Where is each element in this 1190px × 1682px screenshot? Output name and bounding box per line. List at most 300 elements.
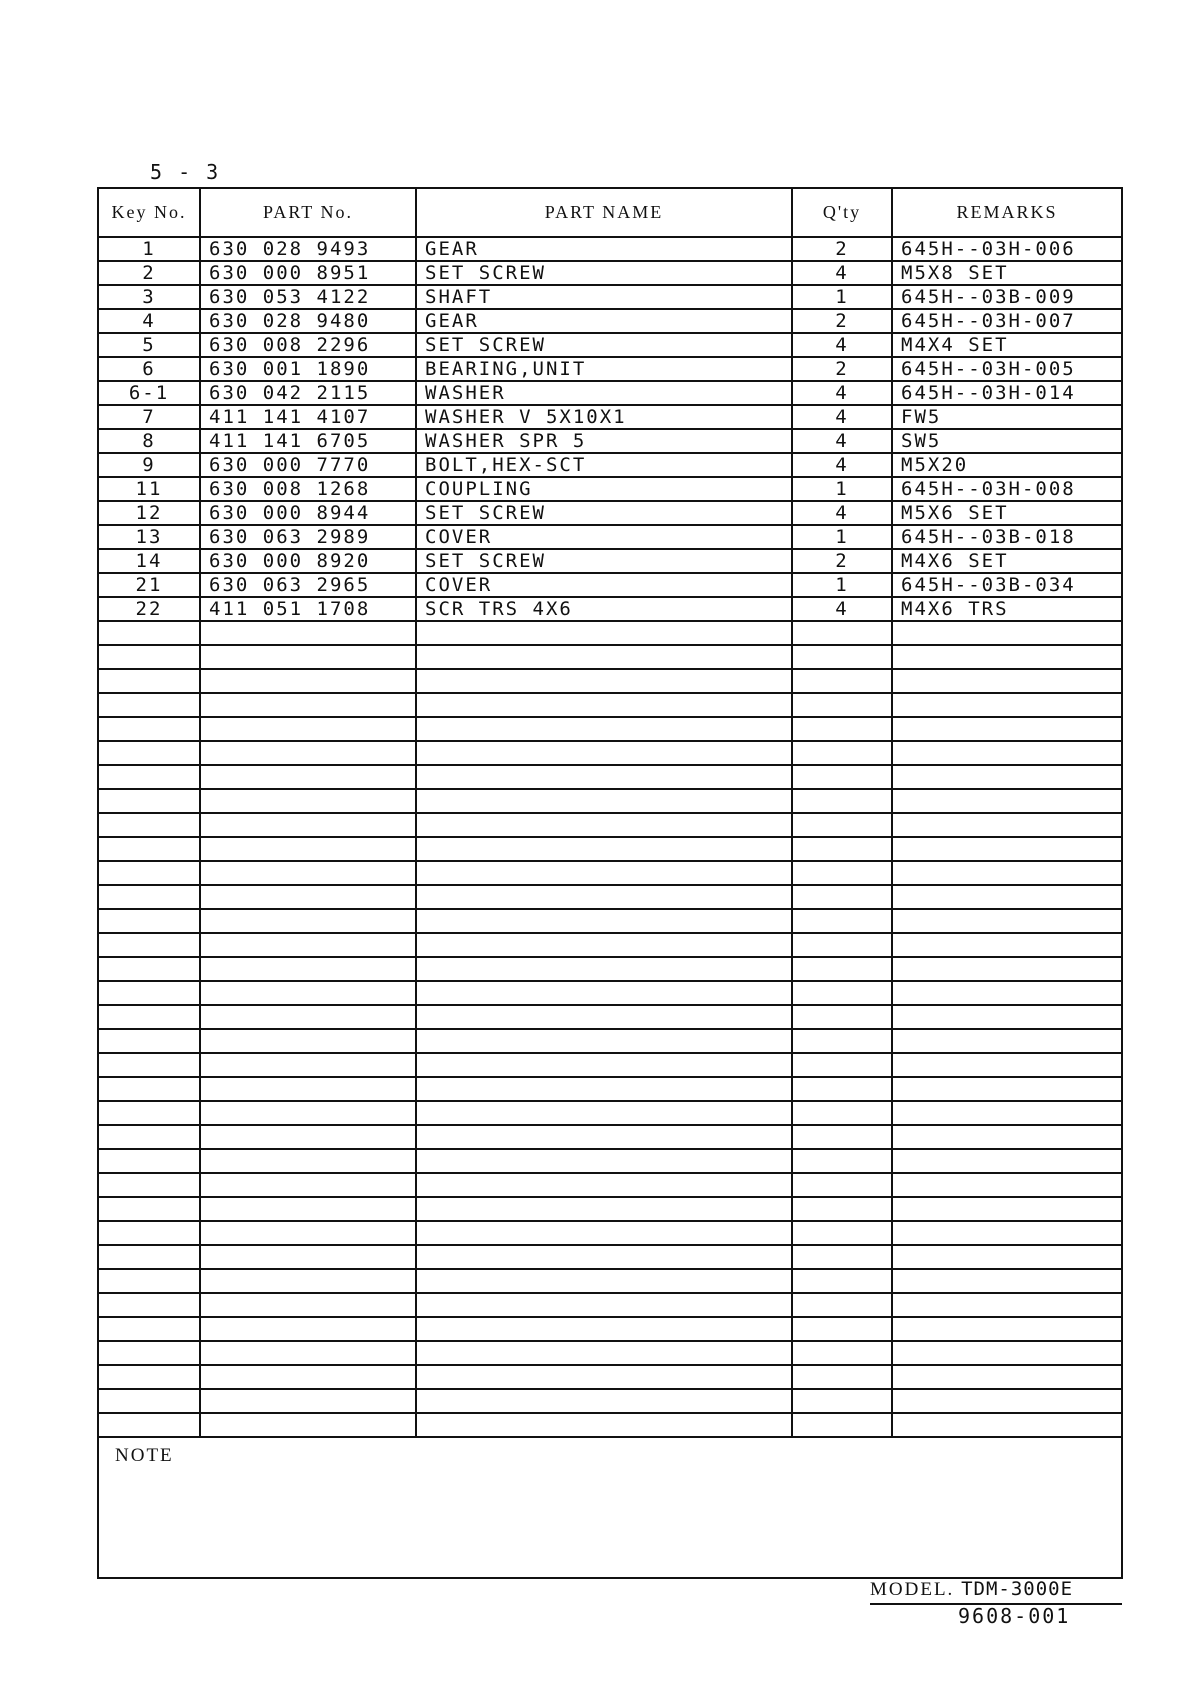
parts-table: [99, 189, 1121, 1438]
table-row: [99, 357, 1121, 381]
cell-remarks: 645H--03B-034: [892, 573, 1121, 597]
cell-part-no-empty: [200, 621, 416, 645]
table-row: [99, 309, 1121, 333]
cell-qty-empty: [792, 957, 892, 981]
blank-table-row: [99, 1341, 1121, 1365]
cell-key-no: 13: [99, 525, 200, 549]
cell-remarks-empty: [892, 645, 1121, 669]
cell-qty: 4: [792, 381, 892, 405]
cell-qty-empty: [792, 813, 892, 837]
cell-key-no-empty: [99, 909, 200, 933]
cell-qty: 1: [792, 285, 892, 309]
cell-part-no-empty: [200, 1293, 416, 1317]
cell-key-no-empty: [99, 669, 200, 693]
cell-key-no-empty: [99, 717, 200, 741]
cell-part-name: SET SCREW: [416, 333, 792, 357]
cell-part-name-empty: [416, 981, 792, 1005]
cell-key-no: 11: [99, 477, 200, 501]
cell-part-name: SET SCREW: [416, 501, 792, 525]
cell-remarks-empty: [892, 693, 1121, 717]
blank-table-row: [99, 1149, 1121, 1173]
blank-table-row: [99, 717, 1121, 741]
cell-key-no-empty: [99, 1053, 200, 1077]
cell-part-name-empty: [416, 1221, 792, 1245]
cell-part-name-empty: [416, 1149, 792, 1173]
cell-part-no-empty: [200, 1101, 416, 1125]
cell-remarks-empty: [892, 765, 1121, 789]
cell-part-no: 630 000 8920: [200, 549, 416, 573]
cell-part-name: WASHER SPR 5: [416, 429, 792, 453]
cell-key-no: 5: [99, 333, 200, 357]
cell-part-no-empty: [200, 1005, 416, 1029]
cell-key-no-empty: [99, 1077, 200, 1101]
table-row: [99, 285, 1121, 309]
blank-table-row: [99, 1221, 1121, 1245]
cell-part-no-empty: [200, 1029, 416, 1053]
cell-part-no-empty: [200, 1341, 416, 1365]
cell-part-no-empty: [200, 837, 416, 861]
blank-table-row: [99, 1101, 1121, 1125]
cell-part-no: 630 063 2965: [200, 573, 416, 597]
cell-remarks-empty: [892, 1005, 1121, 1029]
cell-part-name: SET SCREW: [416, 549, 792, 573]
parts-list-sheet: [97, 187, 1123, 1579]
cell-remarks-empty: [892, 669, 1121, 693]
cell-key-no-empty: [99, 741, 200, 765]
table-row: [99, 405, 1121, 429]
blank-table-row: [99, 933, 1121, 957]
blank-table-row: [99, 837, 1121, 861]
cell-remarks-empty: [892, 1293, 1121, 1317]
cell-remarks: M4X6 SET: [892, 549, 1121, 573]
cell-part-no: 630 028 9493: [200, 237, 416, 261]
cell-part-no-empty: [200, 813, 416, 837]
cell-qty: 2: [792, 237, 892, 261]
cell-part-no-empty: [200, 669, 416, 693]
blank-table-row: [99, 1053, 1121, 1077]
cell-part-name-empty: [416, 1245, 792, 1269]
table-row: [99, 549, 1121, 573]
note-label: NOTE: [115, 1445, 174, 1466]
cell-key-no: 7: [99, 405, 200, 429]
cell-remarks-empty: [892, 1029, 1121, 1053]
cell-part-name-empty: [416, 837, 792, 861]
cell-part-no: 630 001 1890: [200, 357, 416, 381]
cell-remarks-empty: [892, 1245, 1121, 1269]
cell-qty: 1: [792, 525, 892, 549]
cell-key-no: 9: [99, 453, 200, 477]
cell-part-no-empty: [200, 957, 416, 981]
cell-qty-empty: [792, 1365, 892, 1389]
cell-part-name-empty: [416, 1293, 792, 1317]
cell-qty-empty: [792, 837, 892, 861]
cell-part-name: SHAFT: [416, 285, 792, 309]
cell-part-name-empty: [416, 765, 792, 789]
cell-remarks-empty: [892, 789, 1121, 813]
blank-table-row: [99, 693, 1121, 717]
blank-table-row: [99, 789, 1121, 813]
cell-qty-empty: [792, 1293, 892, 1317]
cell-key-no-empty: [99, 813, 200, 837]
cell-key-no-empty: [99, 1269, 200, 1293]
cell-key-no-empty: [99, 933, 200, 957]
blank-table-row: [99, 1317, 1121, 1341]
cell-key-no-empty: [99, 789, 200, 813]
cell-remarks-empty: [892, 957, 1121, 981]
cell-part-name: BOLT,HEX-SCT: [416, 453, 792, 477]
cell-remarks-empty: [892, 1077, 1121, 1101]
cell-part-no: 630 028 9480: [200, 309, 416, 333]
cell-key-no-empty: [99, 957, 200, 981]
cell-key-no: 22: [99, 597, 200, 621]
header-remarks: REMARKS: [892, 189, 1121, 237]
cell-key-no-empty: [99, 1173, 200, 1197]
cell-part-no-empty: [200, 789, 416, 813]
cell-remarks: 645H--03B-009: [892, 285, 1121, 309]
cell-remarks-empty: [892, 1101, 1121, 1125]
cell-key-no-empty: [99, 1029, 200, 1053]
cell-qty-empty: [792, 1101, 892, 1125]
cell-qty-empty: [792, 1221, 892, 1245]
model-label: MODEL.: [870, 1579, 955, 1600]
cell-remarks: M5X8 SET: [892, 261, 1121, 285]
cell-qty: 1: [792, 477, 892, 501]
blank-table-row: [99, 981, 1121, 1005]
blank-table-row: [99, 1245, 1121, 1269]
blank-table-row: [99, 1173, 1121, 1197]
cell-key-no: 3: [99, 285, 200, 309]
cell-qty-empty: [792, 645, 892, 669]
cell-part-name-empty: [416, 621, 792, 645]
cell-part-no-empty: [200, 885, 416, 909]
table-row: [99, 261, 1121, 285]
table-row: [99, 453, 1121, 477]
cell-qty: 1: [792, 573, 892, 597]
cell-qty: 2: [792, 549, 892, 573]
cell-qty-empty: [792, 1317, 892, 1341]
cell-part-name: COVER: [416, 573, 792, 597]
blank-table-row: [99, 741, 1121, 765]
blank-table-row: [99, 1269, 1121, 1293]
cell-part-no-empty: [200, 1365, 416, 1389]
blank-table-row: [99, 1365, 1121, 1389]
cell-qty-empty: [792, 1029, 892, 1053]
cell-qty-empty: [792, 1053, 892, 1077]
cell-part-name-empty: [416, 1365, 792, 1389]
cell-qty-empty: [792, 717, 892, 741]
cell-part-name: SCR TRS 4X6: [416, 597, 792, 621]
cell-qty: 4: [792, 261, 892, 285]
cell-part-name-empty: [416, 789, 792, 813]
cell-remarks-empty: [892, 813, 1121, 837]
cell-part-name-empty: [416, 1341, 792, 1365]
cell-part-name-empty: [416, 1173, 792, 1197]
cell-qty: 4: [792, 453, 892, 477]
cell-key-no-empty: [99, 1221, 200, 1245]
cell-remarks-empty: [892, 1269, 1121, 1293]
cell-part-no-empty: [200, 765, 416, 789]
cell-remarks-empty: [892, 1221, 1121, 1245]
parts-table-body: [99, 237, 1121, 1437]
cell-remarks-empty: [892, 1389, 1121, 1413]
cell-part-name-empty: [416, 1197, 792, 1221]
cell-remarks: M5X6 SET: [892, 501, 1121, 525]
page-number-label: 5 - 3: [150, 160, 221, 184]
cell-key-no-empty: [99, 981, 200, 1005]
cell-part-name-empty: [416, 741, 792, 765]
cell-part-name: BEARING,UNIT: [416, 357, 792, 381]
cell-qty: 2: [792, 309, 892, 333]
cell-qty-empty: [792, 693, 892, 717]
blank-table-row: [99, 1389, 1121, 1413]
cell-qty-empty: [792, 789, 892, 813]
cell-qty-empty: [792, 1245, 892, 1269]
model-line: [870, 1578, 1122, 1605]
cell-part-name: GEAR: [416, 309, 792, 333]
cell-part-name: COUPLING: [416, 477, 792, 501]
cell-qty-empty: [792, 741, 892, 765]
cell-qty-empty: [792, 1173, 892, 1197]
cell-qty-empty: [792, 1269, 892, 1293]
cell-key-no: 8: [99, 429, 200, 453]
cell-part-no: 630 008 1268: [200, 477, 416, 501]
cell-part-no: 411 141 6705: [200, 429, 416, 453]
model-value: TDM-3000E: [961, 1578, 1074, 1600]
cell-part-name-empty: [416, 1005, 792, 1029]
cell-part-no-empty: [200, 981, 416, 1005]
cell-key-no-empty: [99, 1293, 200, 1317]
blank-table-row: [99, 813, 1121, 837]
cell-part-no-empty: [200, 1197, 416, 1221]
cell-part-no-empty: [200, 1077, 416, 1101]
table-row: [99, 237, 1121, 261]
blank-table-row: [99, 621, 1121, 645]
cell-key-no: 1: [99, 237, 200, 261]
blank-table-row: [99, 765, 1121, 789]
table-row: [99, 477, 1121, 501]
header-part-name: PART NAME: [416, 189, 792, 237]
cell-part-no-empty: [200, 1173, 416, 1197]
cell-part-name-empty: [416, 1077, 792, 1101]
cell-key-no: 21: [99, 573, 200, 597]
cell-key-no-empty: [99, 1389, 200, 1413]
cell-part-no-empty: [200, 741, 416, 765]
cell-qty: 4: [792, 405, 892, 429]
cell-part-no-empty: [200, 909, 416, 933]
header-key-no: Key No.: [99, 189, 200, 237]
cell-remarks: SW5: [892, 429, 1121, 453]
cell-remarks-empty: [892, 1341, 1121, 1365]
cell-part-name-empty: [416, 645, 792, 669]
cell-part-name: WASHER: [416, 381, 792, 405]
cell-part-no-empty: [200, 645, 416, 669]
cell-remarks-empty: [892, 885, 1121, 909]
cell-part-name-empty: [416, 885, 792, 909]
cell-key-no: 14: [99, 549, 200, 573]
cell-qty: 4: [792, 501, 892, 525]
cell-remarks-empty: [892, 909, 1121, 933]
table-row: [99, 381, 1121, 405]
cell-qty-empty: [792, 909, 892, 933]
cell-part-no-empty: [200, 933, 416, 957]
cell-key-no-empty: [99, 1197, 200, 1221]
blank-table-row: [99, 1293, 1121, 1317]
cell-remarks-empty: [892, 981, 1121, 1005]
cell-part-name-empty: [416, 669, 792, 693]
cell-key-no-empty: [99, 1101, 200, 1125]
cell-qty-empty: [792, 861, 892, 885]
note-section: [99, 1433, 1121, 1577]
cell-qty-empty: [792, 1197, 892, 1221]
cell-remarks-empty: [892, 837, 1121, 861]
table-row: [99, 525, 1121, 549]
cell-remarks-empty: [892, 1053, 1121, 1077]
document-code: 9608-001: [958, 1604, 1071, 1628]
cell-key-no-empty: [99, 885, 200, 909]
cell-key-no: 6-1: [99, 381, 200, 405]
cell-remarks-empty: [892, 1149, 1121, 1173]
cell-remarks-empty: [892, 717, 1121, 741]
table-row: [99, 597, 1121, 621]
cell-key-no: 4: [99, 309, 200, 333]
cell-remarks: 645H--03H-005: [892, 357, 1121, 381]
cell-qty-empty: [792, 621, 892, 645]
cell-remarks: 645H--03H-014: [892, 381, 1121, 405]
cell-part-name: SET SCREW: [416, 261, 792, 285]
header-part-no: PART No.: [200, 189, 416, 237]
cell-part-name-empty: [416, 1125, 792, 1149]
cell-remarks-empty: [892, 861, 1121, 885]
cell-key-no: 2: [99, 261, 200, 285]
blank-table-row: [99, 909, 1121, 933]
cell-qty-empty: [792, 1005, 892, 1029]
blank-table-row: [99, 669, 1121, 693]
cell-remarks-empty: [892, 1365, 1121, 1389]
cell-part-no-empty: [200, 861, 416, 885]
cell-qty: 4: [792, 333, 892, 357]
cell-remarks: M4X4 SET: [892, 333, 1121, 357]
cell-part-no-empty: [200, 1389, 416, 1413]
cell-key-no-empty: [99, 837, 200, 861]
blank-table-row: [99, 1005, 1121, 1029]
cell-key-no-empty: [99, 1317, 200, 1341]
cell-part-no: 630 042 2115: [200, 381, 416, 405]
cell-part-no-empty: [200, 1245, 416, 1269]
blank-table-row: [99, 1077, 1121, 1101]
cell-key-no-empty: [99, 861, 200, 885]
cell-part-no-empty: [200, 1317, 416, 1341]
cell-key-no: 6: [99, 357, 200, 381]
blank-table-row: [99, 885, 1121, 909]
cell-remarks-empty: [892, 1125, 1121, 1149]
cell-part-no-empty: [200, 1125, 416, 1149]
cell-remarks: FW5: [892, 405, 1121, 429]
cell-part-name: COVER: [416, 525, 792, 549]
cell-part-name-empty: [416, 1101, 792, 1125]
cell-part-no-empty: [200, 693, 416, 717]
table-row: [99, 573, 1121, 597]
cell-key-no-empty: [99, 1125, 200, 1149]
cell-part-name: GEAR: [416, 237, 792, 261]
cell-part-no-empty: [200, 1149, 416, 1173]
cell-qty: 4: [792, 597, 892, 621]
cell-key-no-empty: [99, 765, 200, 789]
cell-part-no: 411 051 1708: [200, 597, 416, 621]
cell-part-no: 630 053 4122: [200, 285, 416, 309]
cell-key-no-empty: [99, 1005, 200, 1029]
cell-remarks-empty: [892, 621, 1121, 645]
cell-key-no-empty: [99, 693, 200, 717]
header-qty: Q'ty: [792, 189, 892, 237]
blank-table-row: [99, 645, 1121, 669]
cell-part-no: 630 000 8944: [200, 501, 416, 525]
cell-part-name-empty: [416, 861, 792, 885]
cell-part-no: 411 141 4107: [200, 405, 416, 429]
cell-part-no-empty: [200, 1053, 416, 1077]
cell-qty-empty: [792, 765, 892, 789]
cell-part-name-empty: [416, 933, 792, 957]
cell-part-no: 630 000 7770: [200, 453, 416, 477]
cell-qty-empty: [792, 669, 892, 693]
cell-qty-empty: [792, 885, 892, 909]
blank-table-row: [99, 957, 1121, 981]
blank-table-row: [99, 1125, 1121, 1149]
cell-key-no-empty: [99, 1245, 200, 1269]
cell-qty-empty: [792, 981, 892, 1005]
cell-remarks: 645H--03H-006: [892, 237, 1121, 261]
cell-part-name-empty: [416, 693, 792, 717]
cell-part-name-empty: [416, 957, 792, 981]
table-row: [99, 501, 1121, 525]
cell-qty: 2: [792, 357, 892, 381]
table-row: [99, 333, 1121, 357]
table-header-row: [99, 189, 1121, 237]
cell-part-no: 630 000 8951: [200, 261, 416, 285]
cell-part-name-empty: [416, 717, 792, 741]
cell-remarks: 645H--03B-018: [892, 525, 1121, 549]
cell-qty-empty: [792, 1125, 892, 1149]
cell-qty: 4: [792, 429, 892, 453]
cell-qty-empty: [792, 1389, 892, 1413]
cell-remarks-empty: [892, 1173, 1121, 1197]
cell-part-no: 630 008 2296: [200, 333, 416, 357]
cell-remarks: 645H--03H-008: [892, 477, 1121, 501]
cell-part-no-empty: [200, 1221, 416, 1245]
blank-table-row: [99, 1197, 1121, 1221]
cell-qty-empty: [792, 1341, 892, 1365]
cell-part-no: 630 063 2989: [200, 525, 416, 549]
cell-part-name-empty: [416, 1389, 792, 1413]
cell-part-name-empty: [416, 909, 792, 933]
cell-part-name-empty: [416, 1269, 792, 1293]
cell-part-name-empty: [416, 1029, 792, 1053]
blank-table-row: [99, 1029, 1121, 1053]
cell-remarks: M5X20: [892, 453, 1121, 477]
cell-remarks: M4X6 TRS: [892, 597, 1121, 621]
cell-remarks-empty: [892, 1197, 1121, 1221]
cell-remarks-empty: [892, 933, 1121, 957]
cell-part-no-empty: [200, 717, 416, 741]
cell-remarks-empty: [892, 741, 1121, 765]
cell-part-name-empty: [416, 1053, 792, 1077]
cell-key-no-empty: [99, 621, 200, 645]
cell-part-no-empty: [200, 1269, 416, 1293]
cell-key-no: 12: [99, 501, 200, 525]
cell-part-name: WASHER V 5X10X1: [416, 405, 792, 429]
cell-key-no-empty: [99, 645, 200, 669]
cell-qty-empty: [792, 1077, 892, 1101]
cell-remarks-empty: [892, 1317, 1121, 1341]
